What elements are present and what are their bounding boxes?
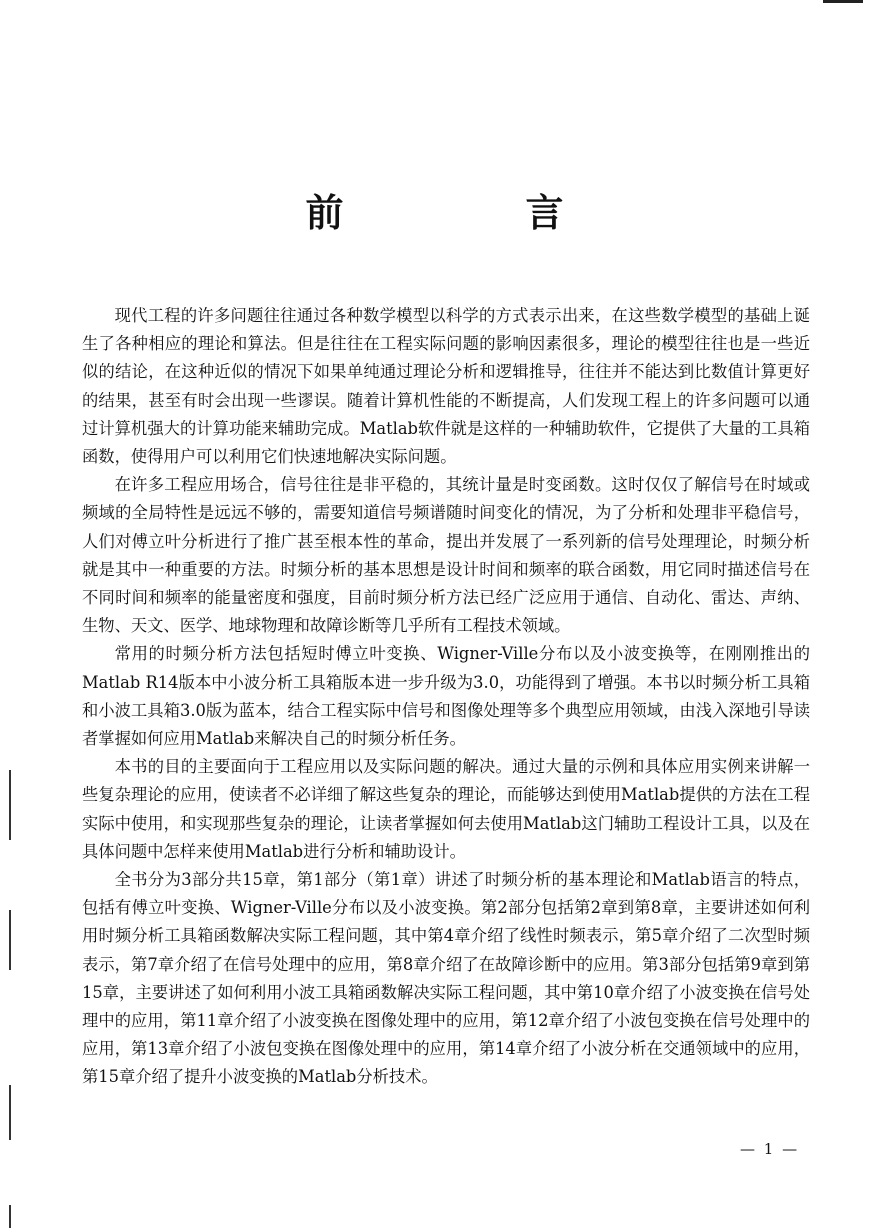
paragraph: 现代工程的许多问题往往通过各种数学模型以科学的方式表示出来，在这些数学模型的基础上诞生了各种相应的理论和算法。但是往往在工程实际问题的影响因素很多，理论的模型往往也是一些近似的结论，在这种近似的情况下如果单纯通过理论分析和逻辑推导，往往并不能达到比数值计算更好的结果，甚至有时会出现一些谬误。随着计算机性能的不断提高，人们发现工程上的许多问题可以通过计算机强大的计算功能来辅助完成。Matlab软件就是这样的一种辅助软件，它提供了大量的工具箱函数，使得用户可以利用它们快速地解决实际问题。 [82,306,810,467]
scan-margin-mark [9,1205,11,1228]
paragraph: 常用的时频分析方法包括短时傅立叶变换、Wigner-Ville分布以及小波变换等，在刚刚推出的Matlab R14版本中小波分析工具箱版本进一步升级为3.0，功能得到了增强。本书以时频分析工具箱和小波工具箱3.0版为蓝本，结合工程实际中信号和图像处理等多个典型应用领域，由浅入深地引导读者掌握如何应用Matlab来解决自己的时频分析任务。 [82,644,810,749]
scan-margin-mark [9,910,11,970]
scan-margin-mark [9,1085,11,1140]
paragraph: 全书分为3部分共15章，第1部分（第1章）讲述了时频分析的基本理论和Matlab语言的特点，包括有傅立叶变换、Wigner-Ville分布以及小波变换。第2部分包括第2章到第8章，主要讲述如何利用时频分析工具箱函数解决实际工程问题，其中第4章介绍了线性时频表示，第5章介绍了二次型时频表示，第7章介绍了在信号处理中的应用，第8章介绍了在故障诊断中的应用。第3部分包括第9章到第15章，主要讲述了如何利用小波工具箱函数解决实际工程问题，其中第10章介绍了小波变换在信号处理中的应用，第11章介绍了小波变换在图像处理中的应用，第12章介绍了小波包变换在信号处理中的应用，第13章介绍了小波包变换在图像处理中的应用，第14章介绍了小波分析在交通领域中的应用，第15章介绍了提升小波变换的Matlab分析技术。 [82,870,810,1087]
top-edge-rule [823,0,863,3]
scan-margin-mark [9,770,11,840]
page-title: 前 言 [305,191,636,235]
paragraph: 在许多工程应用场合，信号往往是非平稳的，其统计量是时变函数。这时仅仅了解信号在时域或频域的全局特性是远远不够的，需要知道信号频谱随时间变化的情况，为了分析和处理非平稳信号，人们对傅立叶分析进行了推广甚至根本性的革命，提出并发展了一系列新的信号处理理论，时频分析就是其中一种重要的方法。时频分析的基本思想是设计时间和频率的联合函数，用它同时描述信号在不同时间和频率的能量密度和强度，目前时频分析方法已经广泛应用于通信、自动化、雷达、声纳、生物、天文、医学、地球物理和故障诊断等几乎所有工程技术领域。 [82,475,810,636]
page-number: — 1 — [740,1140,800,1158]
preface-body [82,302,810,1092]
paragraph: 本书的目的主要面向于工程应用以及实际问题的解决。通过大量的示例和具体应用实例来讲解一些复杂理论的应用，使读者不必详细了解这些复杂的理论，而能够达到使用Matlab提供的方法在工程实际中使用，和实现那些复杂的理论，让读者掌握如何去使用Matlab这门辅助工程设计工具，以及在具体问题中怎样来使用Matlab进行分析和辅助设计。 [82,757,810,861]
